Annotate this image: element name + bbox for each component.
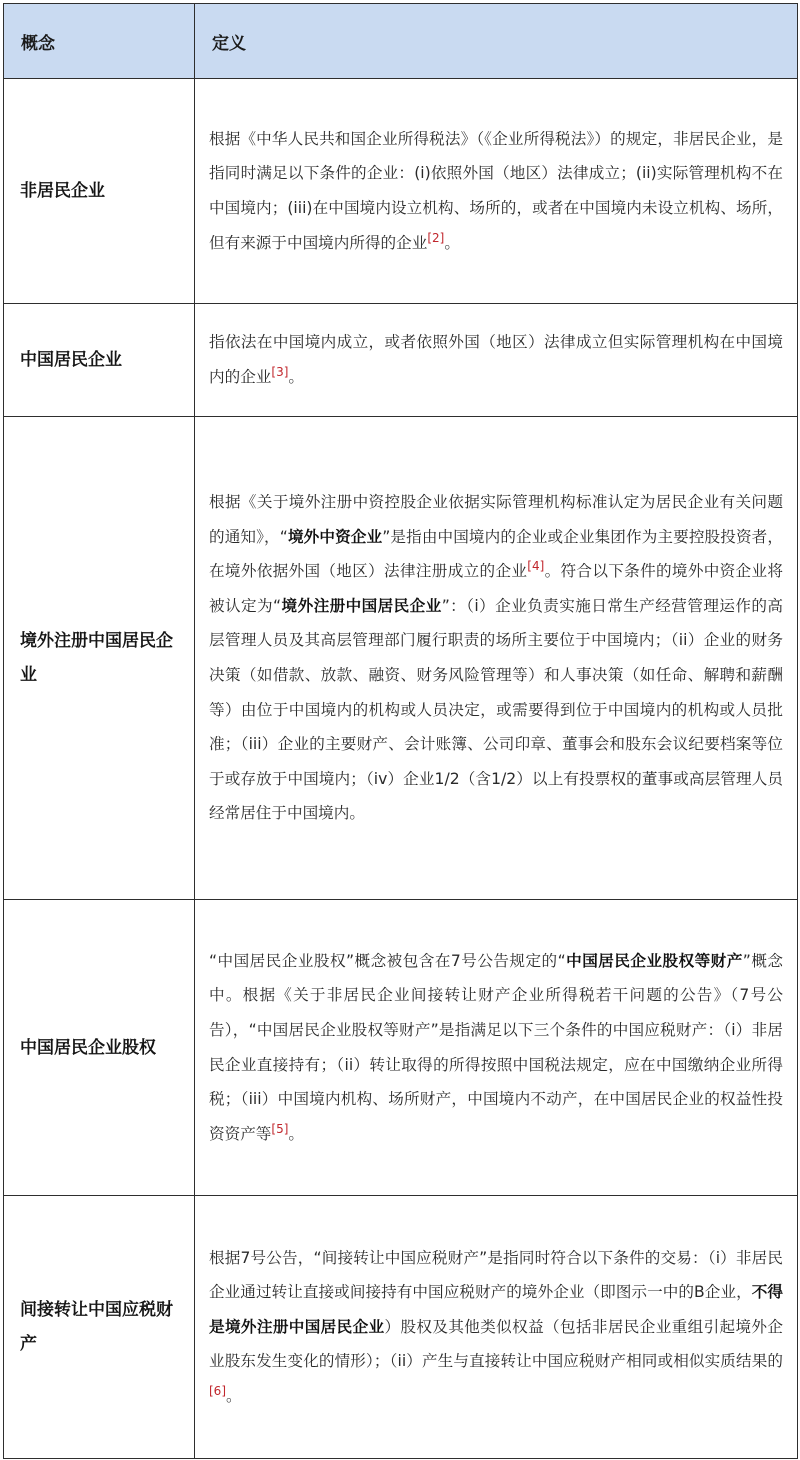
definition-text: 。 — [288, 368, 304, 386]
header-term: 概念 — [4, 4, 195, 79]
table-header-row — [4, 4, 798, 79]
definition-text: 。 — [226, 1386, 242, 1405]
header-definition: 定义 — [195, 4, 798, 79]
definition-cell — [195, 900, 798, 1196]
definition-text: 指依法在中国境内成立，或者依照外国（地区）法律成立但实际管理机构在中国境内的企业 — [209, 333, 783, 386]
bold-term: 境外中资企业 — [287, 527, 383, 546]
term-cell: 非居民企业 — [4, 79, 195, 304]
term-cell: 境外注册中国居民企业 — [4, 417, 195, 900]
term-cell: 中国居民企业 — [4, 304, 195, 417]
definition-text: ）股权及其他类似权益（包括非居民企业重组引起境外企业股东发生变化的情形）；（ii）产生与直接转让中国应税财产相同或相似实质结果的 — [209, 1317, 783, 1371]
definition-text: 。符合以下条件的境外中资企业将被认定为“ — [209, 562, 783, 615]
footnote-ref: [2] — [427, 230, 445, 245]
table-row — [4, 1196, 798, 1459]
definition-text: ”：（i）企业负责实施日常生产经营管理运作的高层管理人员及其高层管理部门履行职责的场所主要位于中国境内；（ii）企业的财务决策（如借款、放款、融资、财务风险管理等）和人事决策（如任命、解聘和薪酬等）由位于中国境内的机构或人员决定，或需要得到位于中国境内的机构或人员批准；（iii）企业的主要财产、会计账簿、公司印章、董事会和股东会议纪要档案等位于或存放于中国境内；（iv）企业1/2（含1/2）以上有投票权的董事或高层管理人员经常居住于中国境内。 — [209, 596, 783, 823]
definition-text: 根据《中华人民共和国企业所得税法》（《企业所得税法》）的规定，非居民企业，是指同时满足以下条件的企业：(i)依照外国（地区）法律成立；(ii)实际管理机构不在中国境内；(iii)在中国境内设立机构、场所的，或者在中国境内未设立机构、场所，但有来源于中国境内所得的企业 — [209, 129, 783, 252]
definition-text: 。 — [288, 1124, 304, 1143]
footnote-ref: [4] — [527, 559, 545, 574]
table-row — [4, 417, 798, 900]
definition-text: 根据《关于境外注册中资控股企业依据实际管理机构标准认定为居民企业有关问题的通知》，“ — [209, 493, 783, 546]
table-row — [4, 900, 798, 1196]
term-cell: 间接转让中国应税财产 — [4, 1196, 195, 1459]
definition-text: 根据7号公告，“间接转让中国应税财产”是指同时符合以下条件的交易：（i）非居民企业通过转让直接或间接持有中国应税财产的境外企业（即图示一中的B企业， — [209, 1248, 783, 1302]
definition-cell — [195, 417, 798, 900]
bold-term: 不得是境外注册中国居民企业 — [209, 1283, 783, 1336]
table-row — [4, 79, 798, 304]
table-row — [4, 304, 798, 417]
footnote-ref: [6] — [209, 1383, 226, 1398]
definition-cell — [195, 79, 798, 304]
glossary-table — [3, 3, 798, 1459]
footnote-ref: [3] — [271, 365, 289, 379]
definition-cell — [195, 304, 798, 417]
definition-text: “中国居民企业股权”概念被包含在7号公告规定的“ — [209, 951, 566, 970]
footnote-ref: [5] — [271, 1121, 289, 1136]
definition-text: ”概念中。根据《关于非居民企业间接转让财产企业所得税若干问题的公告》（7号公告），“中国居民企业股权等财产”是指满足以下三个条件的中国应税财产：（i）非居民企业直接持有；（ii）转让取得的所得按照中国税法规定，应在中国缴纳企业所得税；（iii）中国境内机构、场所财产，中国境内不动产，在中国居民企业的权益性投资资产等 — [209, 951, 783, 1143]
definition-text: ”是指由中国境内的企业或企业集团作为主要控股投资者，在境外依据外国（地区）法律注册成立的企业 — [209, 527, 783, 581]
bold-term: 中国居民企业股权等财产 — [565, 951, 743, 970]
bold-term: 境外注册中国居民企业 — [281, 596, 442, 615]
definition-cell — [195, 1196, 798, 1459]
definition-text: 。 — [444, 233, 460, 252]
term-cell: 中国居民企业股权 — [4, 900, 195, 1196]
